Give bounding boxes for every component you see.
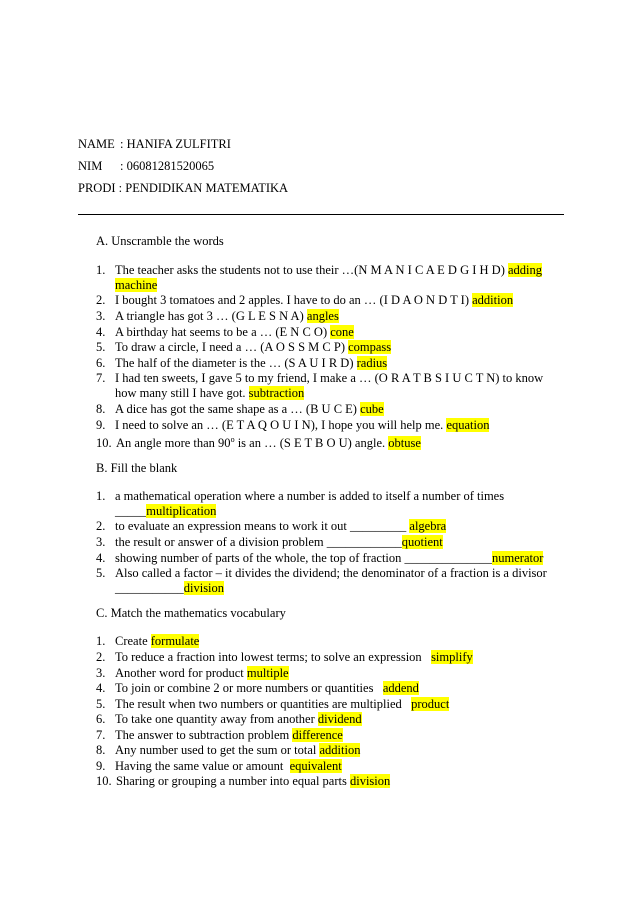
list-item-a3: 3. A triangle has got 3 … (G L E S N A) angles [96,309,339,323]
list-item-c2: 2. To reduce a fraction into lowest terms; to solve an expression simplify [96,650,473,664]
list-item-b3: 3. the result or answer of a division problem ____________quotient [96,535,443,549]
name-label: NAME [78,137,115,151]
list-item-c10: 10. Sharing or grouping a number into equal parts division [96,774,391,788]
list-item-a8: 8. A dice has got the same shape as a … (B U C E) cube [96,402,384,416]
answer-highlight: machine [115,278,158,292]
answer-highlight: compass [348,340,392,354]
list-item-a9: 9. I need to solve an … (E T A Q O U I N), I hope you will help me. equation [96,418,490,432]
list-item-a6: 6. The half of the diameter is the … (S A U I R D) radius [96,356,388,370]
answer-highlight: cone [330,325,354,339]
name-value: : HANIFA ZULFITRI [120,137,231,151]
list-item-c6: 6. To take one quantity away from another dividend [96,712,362,726]
list-item-b1: 1. a mathematical operation where a number is added to itself a number of times [96,489,505,503]
horizontal-divider [78,214,564,215]
answer-highlight: algebra [409,519,447,533]
answer-highlight: product [411,697,450,711]
answer-highlight: dividend [317,712,362,726]
list-item-c8: 8. Any number used to get the sum or total addition [96,743,361,757]
prodi-row [78,180,288,196]
list-item-c7: 7. The answer to subtraction problem difference [96,728,343,742]
answer-highlight: addend [382,681,419,695]
section-b-title: B. Fill the blank [96,461,178,475]
answer-highlight: division [183,581,225,595]
list-item-b5-cont: ___________division [115,581,225,595]
answer-highlight: radius [356,356,388,370]
list-item-a7-cont: how many still I have got. subtraction [115,386,305,400]
list-item-a4: 4. A birthday hat seems to be a … (E N C O) cone [96,325,354,339]
answer-highlight: multiple [246,666,289,680]
answer-highlight: adding [508,263,543,277]
list-item-c5: 5. The result when two numbers or quantities are multiplied product [96,697,450,711]
list-item-c9: 9. Having the same value or amount equivalent [96,759,342,773]
answer-highlight: addition [472,293,514,307]
list-item-a10: 10. An angle more than 90$^o$ is an … (S E T B O U) angle. obtuse [96,435,421,451]
answer-highlight: division [349,774,391,788]
list-item-b1-cont: _____multiplication [115,504,217,518]
answer-highlight: difference [292,728,343,742]
section-c-title: C. Match the mathematics vocabulary [96,606,286,620]
answer-highlight: subtraction [248,386,305,400]
list-item-b4: 4. showing number of parts of the whole, the top of fraction ______________numerator [96,551,544,565]
list-item-a1-cont [96,277,157,293]
list-item-c4: 4. To join or combine 2 or more numbers or quantities addend [96,681,419,695]
answer-highlight: simplify [431,650,473,664]
list-item-a5: 5. To draw a circle, I need a … (A O S S M C P) compass [96,340,392,354]
list-item-c3: 3. Another word for product multiple [96,666,289,680]
answer-highlight: numerator [492,551,544,565]
list-item-a7: 7. I had ten sweets, I gave 5 to my friend, I make a … (O R A T B S I U C T N) to know [96,371,544,385]
prodi-label: PRODI [78,181,116,195]
list-item-b5: 5. Also called a factor – it divides the dividend; the denominator of a fraction is a divisor [96,566,547,580]
nim-row [78,158,214,174]
answer-highlight: equation [446,418,490,432]
answer-highlight: formulate [150,634,200,648]
list-item-c1: 1. Create formulate [96,634,200,648]
answer-highlight: quotient [401,535,443,549]
answer-highlight: cube [360,402,384,416]
answer-highlight: addition [319,743,361,757]
list-item-a1: 1. The teacher asks the students not to use their …(N M A N I C A E D G I H D) adding [96,263,543,277]
list-item-a2: 2. I bought 3 tomatoes and 2 apples. I have to do an … (I D A O N D T I) addition [96,293,514,307]
prodi-value: : PENDIDIKAN MATEMATIKA [118,181,289,195]
list-item-b2: 2. to evaluate an expression means to work it out _________ algebra [96,519,447,533]
section-a-title: A. Unscramble the words [96,234,224,248]
answer-highlight: angles [306,309,339,323]
answer-highlight: obtuse [388,436,421,451]
nim-label: NIM [78,159,103,173]
answer-highlight: equivalent [289,759,342,773]
nim-value: : 06081281520065 [120,159,215,173]
answer-highlight: multiplication [146,504,217,518]
name-row [78,136,231,152]
